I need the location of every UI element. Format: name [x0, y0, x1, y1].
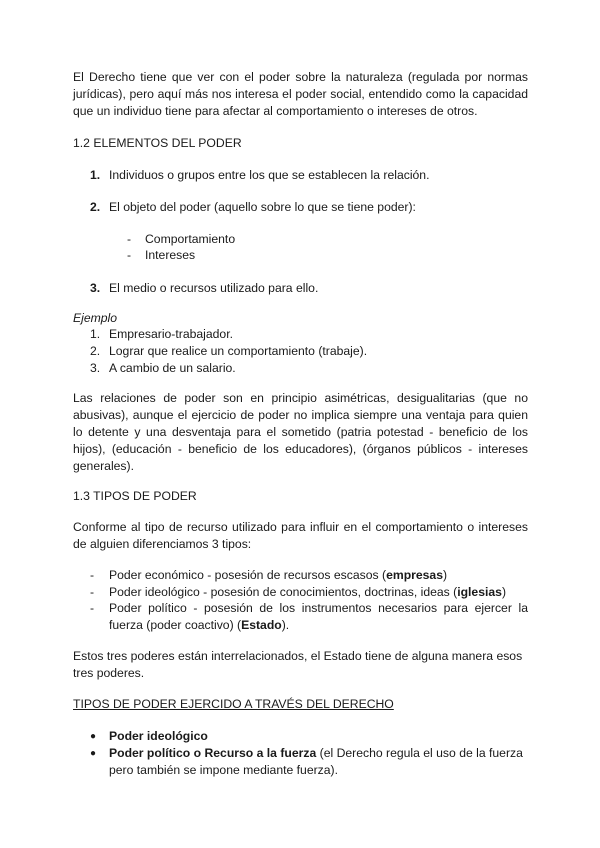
section-heading-types: 1.3 TIPOS DE PODER — [73, 489, 197, 503]
list-item: Individuos o grupos entre los que se establecen la relación. — [109, 168, 430, 182]
sublist-item: Intereses — [145, 248, 196, 262]
list-number: 3. — [90, 281, 101, 295]
list-item: Empresario-trabajador. — [109, 327, 233, 341]
list-number: 1. — [90, 327, 101, 341]
list-item: El objeto del poder (aquello sobre lo que se tiene poder): — [109, 200, 416, 214]
list-item: A cambio de un salario. — [109, 361, 236, 375]
section-heading-law: TIPOS DE PODER EJERCIDO A TRAVÉS DEL DERECHO — [73, 697, 394, 711]
list-item-economic: Poder económico - posesión de recursos escasos (empresas) — [109, 568, 448, 582]
list-number: 1. — [90, 168, 101, 182]
list-number: 3. — [90, 361, 101, 375]
list-item: El medio o recursos utilizado para ello. — [109, 281, 319, 295]
list-number: 2. — [90, 200, 101, 214]
sublist-dash: - — [127, 232, 132, 246]
list-item-political: Poder político - posesión de los instrumentos necesarios para ejercer la fuerza (poder coactivo) (Estado). — [109, 601, 528, 632]
section-heading-elements: 1.2 ELEMENTOS DEL PODER — [73, 136, 242, 150]
list-dash: - — [90, 585, 95, 599]
bullet-item-political: Poder político o Recurso a la fuerza (el Derecho regula el uso de la fuerza pero también se impone mediante fuerza). — [109, 746, 523, 777]
example-label: Ejemplo — [73, 311, 118, 325]
bullet-icon: ● — [90, 748, 97, 759]
closing-paragraph: Estos tres poderes están interrelacionados, el Estado tiene de alguna manera esos tres poderes. — [73, 649, 523, 680]
bullet-icon: ● — [90, 731, 97, 742]
types-intro-paragraph: Conforme al tipo de recurso utilizado para influir en el comportamiento o intereses de alguien diferenciamos 3 tipos: — [73, 520, 528, 551]
bullet-item-ideological: Poder ideológico — [109, 729, 208, 743]
sublist-item: Comportamiento — [145, 232, 236, 246]
list-dash: - — [90, 568, 95, 582]
list-dash: - — [90, 601, 95, 615]
list-item-ideological: Poder ideológico - posesión de conocimientos, doctrinas, ideas (iglesias) — [109, 585, 506, 599]
relations-paragraph: Las relaciones de poder son en principio asimétricas, desigualitarias (que no abusivas), aunque el ejercicio de poder no implica siempre una ventaja para quien lo detente y una desventaja para el sometido (patria potestad - beneficio de los hijos), (educación - beneficio de los educadores), (órganos públicos - intereses generales). — [73, 391, 528, 473]
intro-paragraph: El Derecho tiene que ver con el poder sobre la naturaleza (regulada por normas jurídicas), pero aquí más nos interesa el poder social, entendido como la capacidad que un individuo tiene para afectar al comportamiento o intereses de otros. — [73, 70, 528, 118]
list-item: Lograr que realice un comportamiento (trabaje). — [109, 344, 368, 358]
sublist-dash: - — [127, 248, 132, 262]
list-number: 2. — [90, 344, 101, 358]
